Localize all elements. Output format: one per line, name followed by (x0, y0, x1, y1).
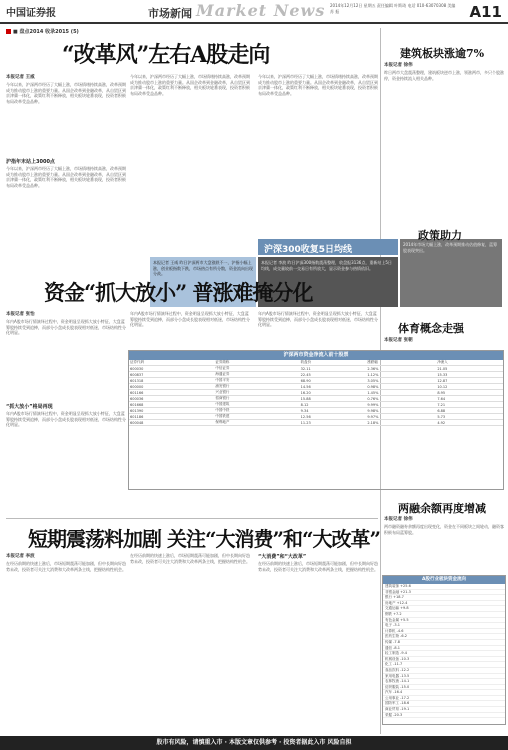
short-headline: 短期震荡料加剧 关注“大消费”和“大改革” (28, 527, 380, 551)
main-body-col1: 今年以来，沪深两市经历了大幅上涨，市场情绪持续高涨，改革预期成为推动股市上涨的重要力量。从国企改革到金融改革，从自贸区到京津冀一体化，政策红利不断释放，相关板块轮番表现，投资者积极布局改革受益品种。 (6, 82, 126, 104)
main-body-col4: 今年以来，沪深两市经历了大幅上涨，市场情绪持续高涨，改革预期成为推动股市上涨的重要力量。从国企改革到金融改革，从自贸区到京津冀一体化，政策红利不断释放，相关板块轮番表现，投资者积极布局改革受益品种。 (258, 74, 378, 96)
blue-box-body: 本报记者 王威 昨日沪深两市大盘涨跌不一，沪指小幅上涨，创业板指数下跌，市场热点有所分散，资金流向出现分歧。 (150, 257, 256, 307)
list-item: 公用事业 -17.2 (383, 696, 505, 702)
page-footer: 股市有风险，请慎重入市 · 本版文章仅供参考 · 投资者据此入市 风险自担 (0, 736, 508, 750)
right-byline-2: 本报记者 张朝 (384, 338, 413, 343)
list-item: 商业贸易 -19.1 (383, 707, 505, 713)
main-body-col2: 今年以来，沪深两市经历了大幅上涨，市场情绪持续高涨，改革预期成为推动股市上涨的重要力量。从国企改革到金融改革，从自贸区到京津冀一体化，政策红利不断释放，相关板块轮番表现，投资者积极布局改革受益品种。 (6, 166, 126, 188)
list-item: 电子 -3.1 (383, 623, 505, 629)
short-body-col1: 在经历前期的快速上涨后，市场短期震荡可能加剧，但中长期向好趋势未改，投资者可关注大消费和大改革两条主线，把握结构性机会。 (6, 561, 126, 572)
right-byline-1: 本报记者 徐伟 (384, 63, 413, 68)
list-title: A股行业板块资金流向 (383, 576, 505, 584)
short-subhead: “大消费”和“大改革” (258, 554, 307, 560)
table-row: 601186 中国铁建 12.56 9.97% 5.73 (129, 414, 503, 420)
list-item: 农林牧渔 -14.1 (383, 679, 505, 685)
section-title-cn: 市场新闻 (148, 7, 192, 20)
list-item: 银行 +18.7 (383, 595, 505, 601)
table-row: 601318 中国平安 68.90 3.05% 12.87 (129, 378, 503, 384)
section-title-en: Market News (196, 1, 326, 20)
table-title: 沪深两市资金净流入前十股票 (129, 351, 503, 360)
right-headline-2a: 政策助力 (418, 229, 462, 242)
table-row: 601390 中国中铁 9.34 9.98% 6.88 (129, 408, 503, 414)
section-divider (6, 518, 378, 519)
list-item: 国防军工 -18.6 (383, 701, 505, 707)
list-item: 化工 -11.7 (383, 662, 505, 668)
list-item: 计算机 -4.6 (383, 629, 505, 635)
list-item: 传媒 -7.8 (383, 640, 505, 646)
list-item: 轻工制造 -9.4 (383, 651, 505, 657)
right-byline-3: 本报记者 徐伟 (384, 517, 413, 522)
list-item: 建筑装饰 +25.6 (383, 584, 505, 590)
table-row: 601668 中国建筑 8.12 9.99% 7.21 (129, 402, 503, 408)
pool-byline: 本报记者 张怡 (6, 312, 35, 317)
list-item: 汽车 -16.4 (383, 690, 505, 696)
hs300-box-title: 沪深300收复5日均线 (258, 239, 398, 255)
table-row: 600030 中信证券 32.11 2.36% 21.05 (129, 366, 503, 372)
table-row: 600048 保利地产 11.23 2.18% 4.92 (129, 420, 503, 426)
table-header-cell: 证券简称 (214, 360, 299, 366)
edition-meta: 2014年12月12日 星期五 责任编辑 叶斯琦 电话 010-63070308 美编 苏 振 (330, 3, 456, 14)
table-row: 601166 兴业银行 16.20 1.45% 8.95 (129, 390, 503, 396)
short-byline: 本报记者 李波 (6, 554, 35, 559)
table-header-cell: 净流入 (436, 360, 503, 366)
list-item: 通信 -8.1 (383, 646, 505, 652)
pool-body-col4: 年内A股市场行情演绎过程中，资金明显呈现抓大放小特征，大盘蓝筹股持续受到追捧，而部分小盘成长股表现相对低迷，市场结构性分化明显。 (258, 311, 378, 328)
pool-body-col2: 年内A股市场行情演绎过程中，资金明显呈现抓大放小特征，大盘蓝筹股持续受到追捧，而部分小盘成长股表现相对低迷，市场结构性分化明显。 (6, 411, 126, 428)
short-body-col2: 在经历前期的快速上涨后，市场短期震荡可能加剧，但中长期向好趋势未改，投资者可关注大消费和大改革两条主线，把握结构性机会。 (130, 553, 250, 564)
table-header-cell: 涨跌幅 (366, 360, 436, 366)
bullet-icon (6, 29, 11, 34)
table-row: 600000 浦发银行 14.56 0.98% 10.12 (129, 384, 503, 390)
list-item: 机械设备 -10.3 (383, 657, 505, 663)
list-item: 交通运输 +9.8 (383, 606, 505, 612)
list-item: 食品饮料 -12.2 (383, 668, 505, 674)
pool-subhead: “抓大放小”格局再现 (6, 404, 53, 410)
newspaper-logo: 中国证券报 (6, 8, 56, 19)
right-headline-2: 体育概念走强 (398, 322, 464, 335)
sector-flow-list (382, 575, 506, 725)
short-body-col3: 在经历前期的快速上涨后，市场短期震荡可能加剧，但中长期向好趋势未改，投资者可关注大消费和大改革两条主线，把握结构性机会。 (258, 561, 378, 572)
series-bar: ■ 盘点2014 收录2015 (5) (6, 28, 79, 35)
main-subhead: 沪指年末站上3000点 (6, 159, 55, 165)
main-body-col3: 今年以来，沪深两市经历了大幅上涨，市场情绪持续高涨，改革预期成为推动股市上涨的重要力量。从国企改革到金融改革，从自贸区到京津冀一体化，政策红利不断释放，相关板块轮番表现，投资者积极布局改革受益品种。 (130, 74, 250, 96)
right-body-3: 两市融资融券余额再度出现变化，资金在不同板块之间轮动，融资客积极布局蓝筹股。 (384, 524, 504, 535)
list-item: 纺织服装 -15.0 (383, 685, 505, 691)
pool-headline: 资金“抓大放小” 普涨难掩分化 (44, 280, 313, 305)
data-table (129, 360, 503, 426)
hs300-box-body: 本报记者 李波 昨日沪深300指数震荡整理，收盘报3136点，重新站上5日均线，成交量较前一交易日有所放大，显示资金参与热情依旧。 (258, 257, 398, 307)
right-headline-1: 建筑板块涨逾7% (400, 47, 485, 60)
table-row: 600837 海通证券 22.45 1.12% 15.33 (129, 372, 503, 378)
table-row: 600036 招商银行 15.88 0.76% 7.64 (129, 396, 503, 402)
capital-flow-table (128, 350, 504, 490)
list-item: 采掘 -20.3 (383, 713, 505, 719)
main-byline: 本报记者 王威 (6, 75, 35, 80)
page-number: A11 (469, 3, 502, 21)
masthead (0, 0, 508, 24)
list-item: 房地产 +12.4 (383, 601, 505, 607)
main-headline: “改革风”左右A股走向 (62, 42, 270, 68)
list-item: 家用电器 -13.5 (383, 674, 505, 680)
right-headline-3: 两融余额再度增减 (398, 502, 486, 515)
list-item: 医药生物 -6.2 (383, 634, 505, 640)
list-item: 非银金融 +21.3 (383, 590, 505, 596)
pool-body-col1: 年内A股市场行情演绎过程中，资金明显呈现抓大放小特征，大盘蓝筹股持续受到追捧，而部分小盘成长股表现相对低迷，市场结构性分化明显。 (6, 319, 126, 336)
right-body-1: 昨日两市大盘震荡整理，建筑板块逆市上涨，领涨两市，多只个股涨停，资金持续流入相关品种。 (384, 70, 504, 81)
table-header-cell: 证券代码 (129, 360, 214, 366)
table-header-cell: 收盘价 (300, 360, 367, 366)
list-item: 有色金属 +5.5 (383, 618, 505, 624)
list-item: 钢铁 +7.2 (383, 612, 505, 618)
side-box-body: 2014年市场大幅上涨，改革预期推动估值修复，蓝筹股表现突出。 (400, 239, 502, 307)
pool-body-col3: 年内A股市场行情演绎过程中，资金明显呈现抓大放小特征，大盘蓝筹股持续受到追捧，而部分小盘成长股表现相对低迷，市场结构性分化明显。 (130, 311, 250, 328)
